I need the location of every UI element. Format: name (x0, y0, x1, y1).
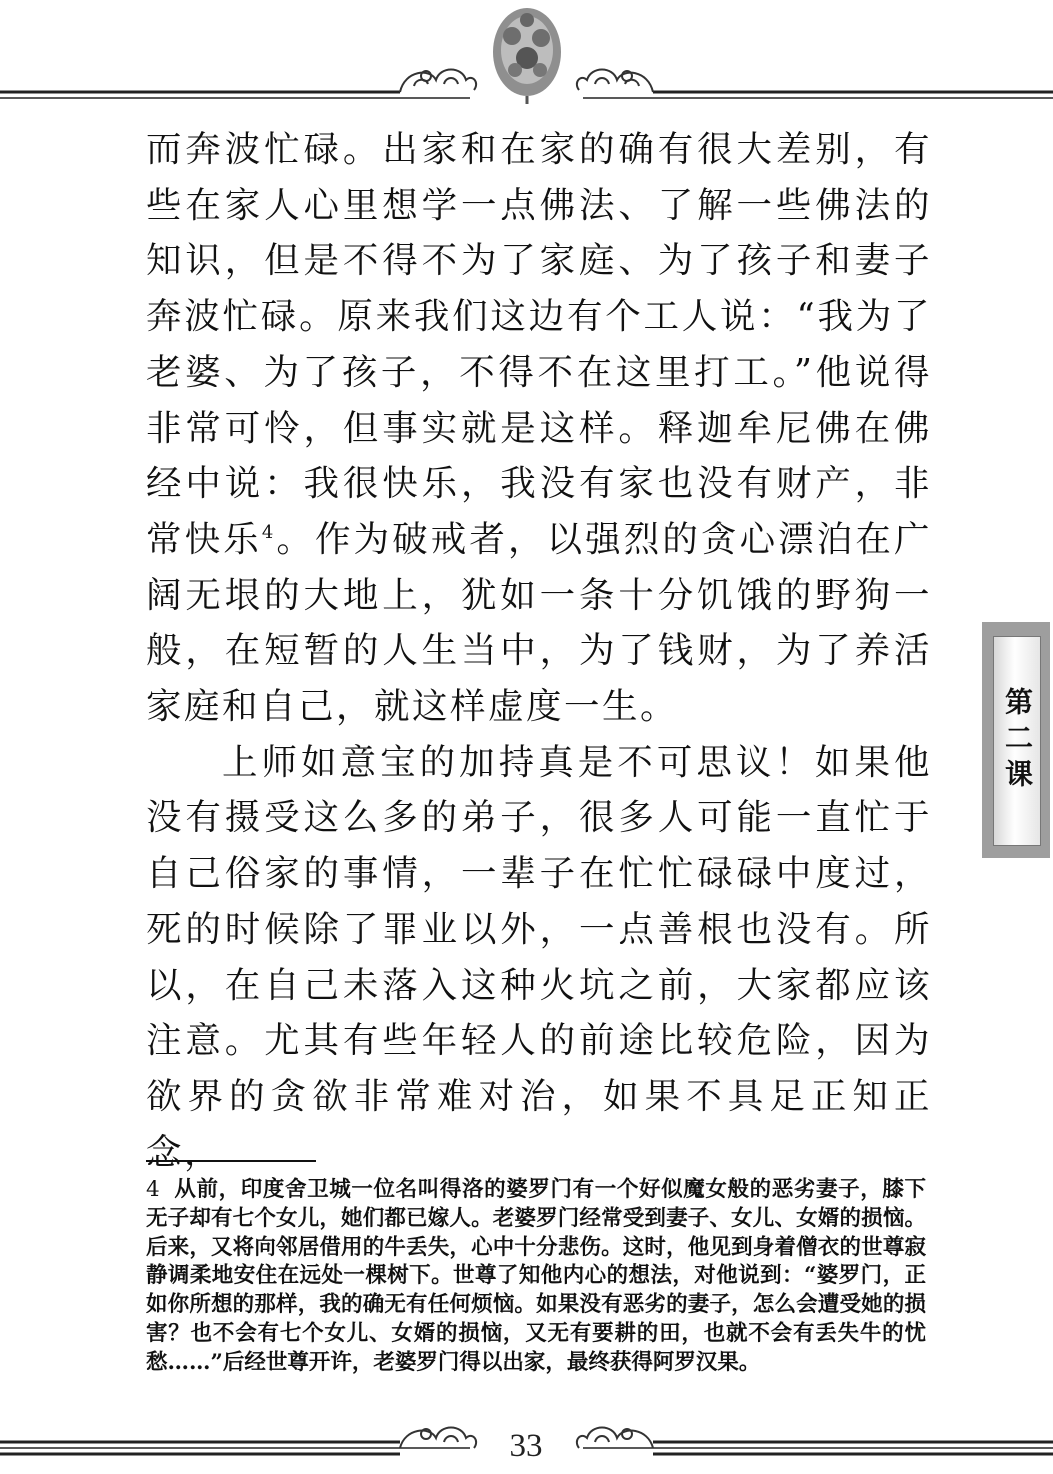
body-paragraph: 而奔波忙碌。出家和在家的确有很大差别，有些在家人心里想学一点佛法、了解一些佛法的知识，但是不得不为了家庭、为了孩子和妻子奔波忙碌。原来我们这边有个工人说：“我为了老婆、为了孩子，不得不在这里打工。”他说得非常可怜，但事实就是这样。释迦牟尼佛在佛经中说：我很快乐，我没有家也没有财产，非常快乐$^4$。作为破戒者，以强烈的贪心漂泊在广阔无垠的大地上，犹如一条十分饥饿的野狗一般，在短暂的人生当中，为了钱财，为了养活家庭和自己，就这样虚度一生。 (146, 129, 932, 728)
cloud-scroll-ornament (577, 1428, 653, 1449)
footnote (146, 1176, 926, 1378)
header-border-svg (0, 0, 1053, 110)
footnote-number: 4 (146, 1177, 160, 1202)
footnote-text: 从前，印度舍卫城一位名叫得洛的婆罗门有一个好似魔女般的恶劣妻子，膝下无子却有七个女儿，她们都已嫁人。老婆罗门经常受到妻子、女儿、女婿的损恼。后来，又将向邻居借用的牛丢失，心中十分悲伤。这时，他见到身着僧衣的世尊寂静调柔地安住在远处一棵树下。世尊了知他内心的想法，对他说到：“婆罗门，正如你所想的那样，我的确无有任何烦恼。如果没有恶劣的妻子，怎么会遭受她的损害？也不会有七个女儿、女婿的损恼，又无有要耕的田，也就不会有丢失牛的忧愁……”后经世尊开许，老婆罗门得以出家，最终获得阿罗汉果。 (146, 1177, 926, 1375)
chapter-side-tab-inner (993, 636, 1041, 846)
page-header-ornament (0, 0, 1053, 110)
footnote-divider (146, 1160, 316, 1162)
chapter-side-tab-label: 第二课 (1001, 687, 1034, 795)
cloud-scroll-ornament (400, 70, 476, 93)
chapter-side-tab (982, 622, 1050, 858)
body-paragraph: 上师如意宝的加持真是不可思议！如果他没有摄受这么多的弟子，很多人可能一直忙于自己俗家的事情，一辈子在忙忙碌碌中度过，死的时候除了罪业以外，一点善根也没有。所以，在自己未落入这种火坑之前，大家都应该注意。尤其有些年轻人的前途比较危险，因为欲界的贪欲非常难对治，如果不具足正知正念， (146, 741, 932, 1173)
cloud-scroll-ornament (577, 70, 653, 93)
page-number: 33 (509, 1428, 543, 1464)
footnote-reference: 4 (261, 522, 276, 544)
page-body (146, 122, 932, 1180)
lotus-flower-ornament (493, 8, 561, 104)
cloud-scroll-ornament (400, 1428, 476, 1449)
